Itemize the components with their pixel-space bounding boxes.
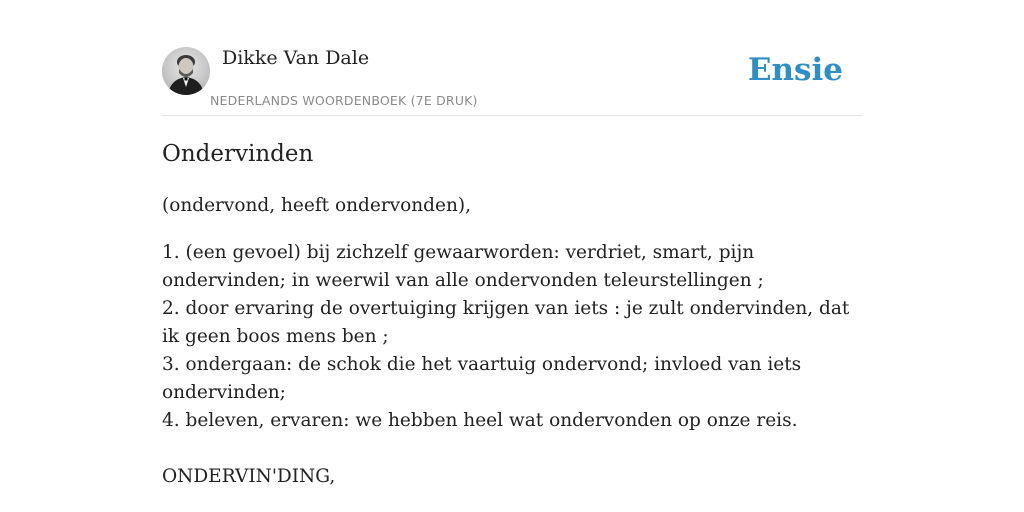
entry-card: [162, 0, 862, 512]
entry-header: [162, 0, 862, 116]
author-name[interactable]: Dikke Van Dale: [222, 47, 370, 69]
author-avatar[interactable]: [162, 47, 210, 95]
definition-item: 2. door ervaring de overtuiging krijgen van iets : je zult ondervinden, dat ik geen boos mens ben ;: [162, 298, 850, 347]
entry-title: Ondervinden: [162, 141, 314, 167]
source-label: NEDERLANDS WOORDENBOEK (7E DRUK): [210, 93, 478, 108]
author-portrait-icon: [162, 47, 210, 95]
definition-list: [162, 239, 862, 435]
definition-item: 4. beleven, ervaren: we hebben heel wat ondervonden op onze reis.: [162, 410, 798, 431]
definition-item: 1. (een gevoel) bij zichzelf gewaarworden: verdriet, smart, pijn ondervinden; in weerwil van alle ondervonden teleurstellingen ;: [162, 242, 764, 291]
brand-logo[interactable]: Ensie: [747, 52, 843, 88]
definition-item: 3. ondergaan: de schok die het vaartuig ondervond; invloed van iets ondervinden;: [162, 354, 802, 403]
subentry-headword: ONDERVIN'DING,: [162, 466, 336, 487]
entry-forms: (ondervond, heeft ondervonden),: [162, 195, 471, 216]
